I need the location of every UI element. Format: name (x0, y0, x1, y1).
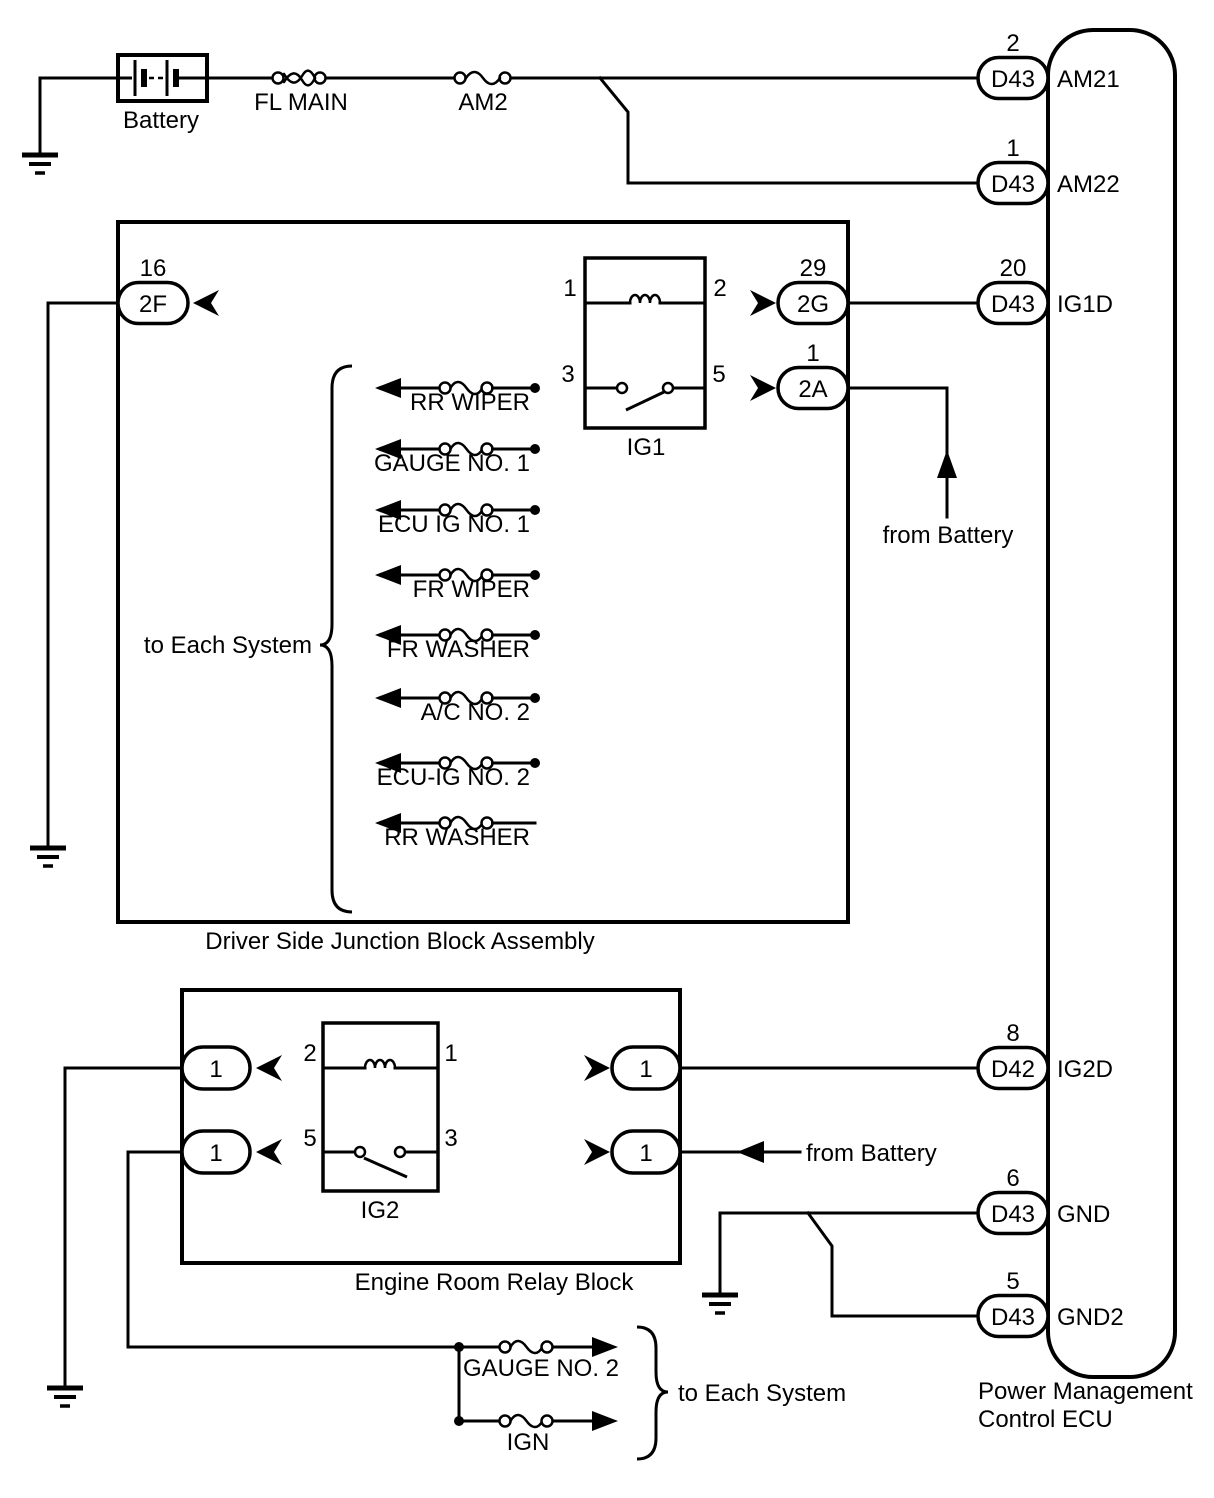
ground-icon (30, 848, 66, 866)
connector-2a-label: 2A (798, 376, 828, 403)
to-each-system-label: to Each System (678, 1380, 847, 1407)
pin-number: 5 (1006, 1268, 1020, 1295)
ground-icon (22, 155, 58, 173)
connector-label: 1 (209, 1056, 223, 1083)
ground-icon (47, 1388, 83, 1406)
fuse-label: ECU IG NO. 1 (377, 511, 530, 538)
connector-2g-pin: 29 (799, 255, 827, 282)
arrow-left-icon (737, 1141, 764, 1163)
ig2-pin-3: 3 (444, 1125, 458, 1152)
bottom-fuse-gauge-2 (454, 1337, 619, 1382)
fuse-label: RR WASHER (384, 824, 530, 851)
fl-main-fuse-icon (273, 71, 326, 86)
connector-label: 1 (209, 1140, 223, 1167)
connector-code: D42 (990, 1056, 1036, 1083)
pin-name: IG1D (1057, 291, 1114, 318)
to-each-system-label: to Each System (143, 632, 312, 659)
connector-code: D43 (990, 1201, 1036, 1228)
ig1-pin-3: 3 (561, 361, 575, 388)
brace-icon (637, 1327, 668, 1459)
ecu-label-line1: Power Management (978, 1378, 1193, 1405)
pin-number: 2 (1006, 30, 1020, 57)
ig2-pin-5: 5 (303, 1125, 317, 1152)
connector-label: 1 (639, 1056, 653, 1083)
relay-ig2-label: IG2 (360, 1197, 400, 1224)
from-battery-label: from Battery (882, 522, 1014, 549)
pin-name: AM22 (1057, 171, 1120, 198)
junction-block-caption: Driver Side Junction Block Assembly (205, 928, 595, 955)
battery (118, 55, 207, 134)
pin-name: IG2D (1057, 1056, 1114, 1083)
pin-number: 20 (999, 255, 1027, 282)
ig2-pin-2: 2 (303, 1040, 317, 1067)
fuse-label: FR WIPER (412, 576, 530, 603)
fl-main-label: FL MAIN (254, 89, 348, 116)
bottom-fuse-ign (454, 1411, 618, 1456)
ig1-pin-5: 5 (712, 361, 726, 388)
wire-ig2-coil-ground (65, 1068, 182, 1386)
fuse-label: RR WIPER (410, 389, 530, 416)
am2-label: AM2 (458, 89, 508, 116)
connector-2f-pin: 16 (139, 255, 167, 282)
connector-label: 1 (639, 1140, 653, 1167)
connector-2f-label: 2F (138, 291, 168, 318)
connector-2g-label: 2G (796, 291, 830, 318)
relay-block-caption: Engine Room Relay Block (354, 1269, 634, 1296)
fuse-label: IGN (506, 1429, 550, 1456)
pin-name: GND (1057, 1201, 1111, 1228)
wire-2f-ground (48, 303, 118, 846)
fuse-label: FR WASHER (386, 636, 530, 663)
pin-number: 8 (1006, 1020, 1020, 1047)
arrow-right-icon (592, 1337, 618, 1357)
connector-code: D43 (990, 171, 1036, 198)
pin-number: 1 (1006, 135, 1020, 162)
pin-name: GND2 (1057, 1304, 1124, 1331)
fuse-label: A/C NO. 2 (420, 699, 530, 726)
am2-fuse-icon (455, 72, 511, 84)
arrow-right-icon (592, 1411, 618, 1431)
wire-2a-feed (848, 388, 947, 517)
pin-name: AM21 (1057, 66, 1120, 93)
from-battery-label: from Battery (806, 1140, 937, 1167)
wire-gnd2 (808, 1213, 978, 1316)
fuse-label: GAUGE NO. 2 (462, 1355, 620, 1382)
connector-code: D43 (990, 291, 1036, 318)
wire-gnd (720, 1213, 978, 1293)
connector-code: D43 (990, 1304, 1036, 1331)
ground-icon (702, 1295, 738, 1313)
arrow-up-icon (937, 450, 957, 478)
battery-label: Battery (122, 107, 200, 134)
wire-am22-branch (600, 78, 978, 183)
ig2-pin-1: 1 (444, 1040, 458, 1067)
pin-number: 6 (1006, 1165, 1020, 1192)
connector-2a-pin: 1 (806, 340, 820, 367)
ecu-label-line2: Control ECU (978, 1406, 1113, 1433)
fuse-label: ECU-IG NO. 2 (376, 764, 530, 791)
ecu-body (1048, 30, 1175, 1377)
ig1-pin-2: 2 (713, 275, 727, 302)
relay-ig1-label: IG1 (626, 434, 666, 461)
to-each-system-annotation (637, 1327, 846, 1459)
fuse-label: GAUGE NO. 1 (373, 450, 530, 477)
ig1-pin-1: 1 (563, 275, 577, 302)
connector-code: D43 (990, 66, 1036, 93)
